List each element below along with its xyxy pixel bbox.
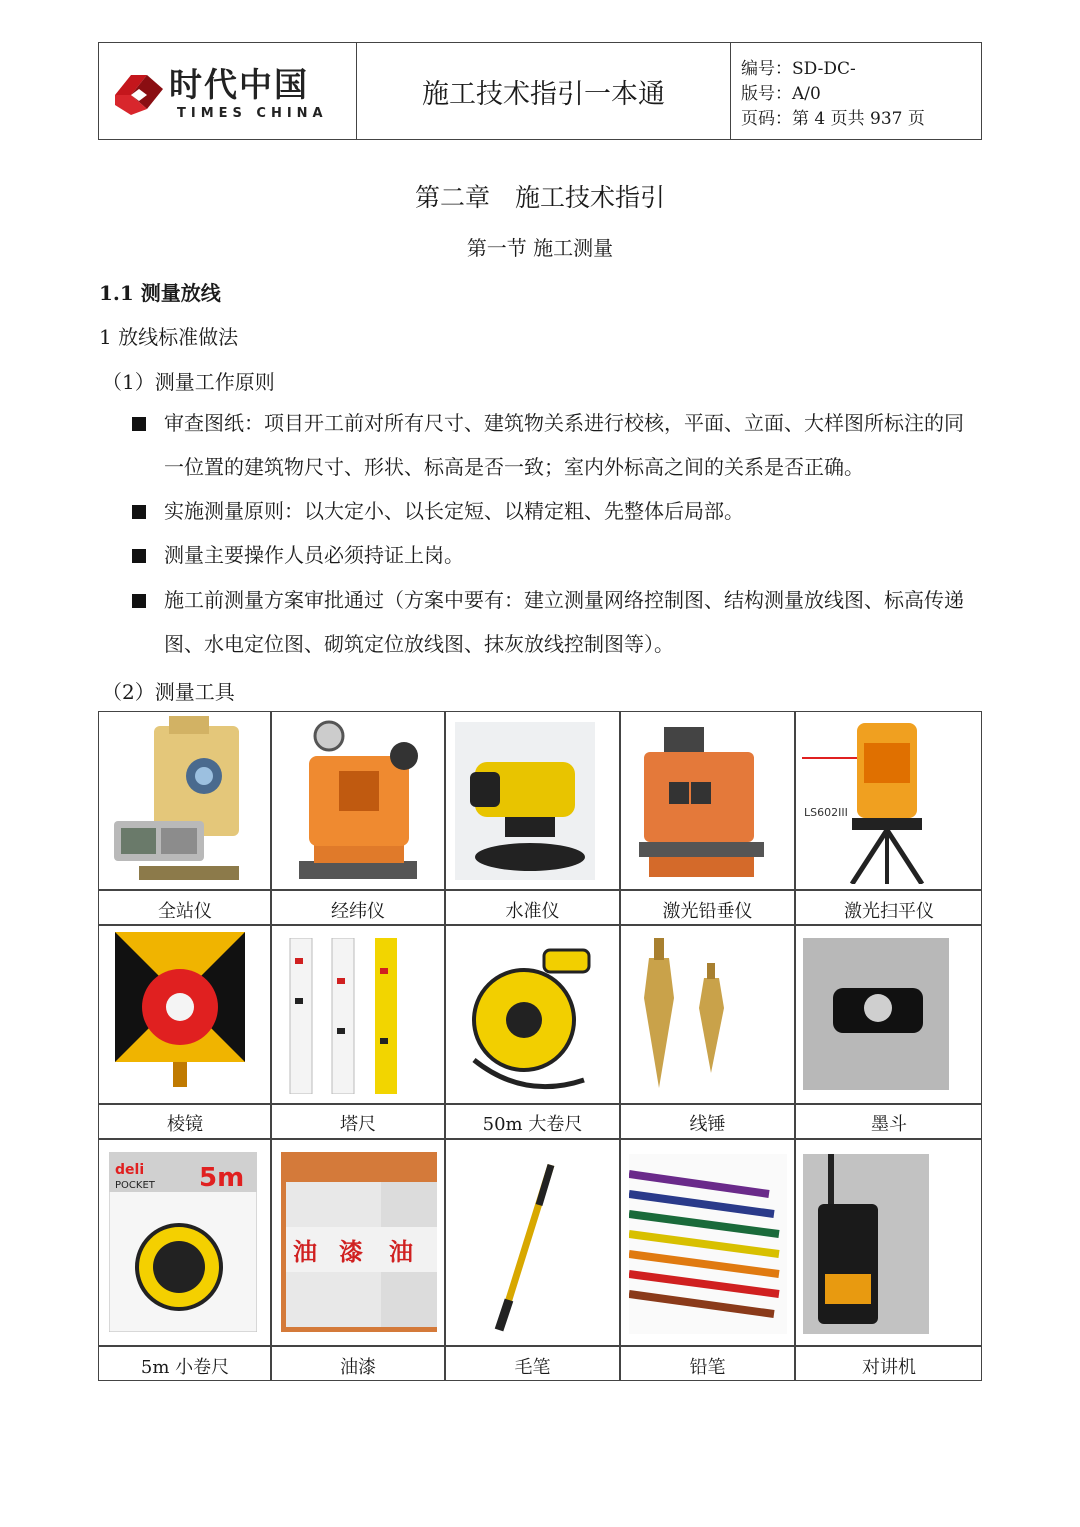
- principle-item: 测量主要操作人员必须持证上岗。: [164, 543, 464, 567]
- plumb-bob-icon: [629, 938, 779, 1088]
- pocket-tape-measure-icon: [109, 1152, 257, 1332]
- paint-text-2: 漆: [339, 1238, 363, 1266]
- subsection-title: 1.1 测量放线: [99, 281, 221, 305]
- page-number: 页码：第 4 页共 937 页: [741, 109, 925, 129]
- tool-label: 线锤: [689, 1114, 726, 1135]
- document-code: 编号：SD-DC-: [741, 59, 856, 79]
- leveling-rod-icon: [285, 938, 425, 1094]
- laser-level-icon: [802, 718, 972, 884]
- document-title: 施工技术指引一本通: [357, 43, 731, 139]
- tool-label: 激光铅垂仪: [662, 901, 753, 922]
- tool-label: 对讲机: [862, 1357, 916, 1378]
- document-meta: [731, 43, 981, 139]
- tool-label: 墨斗: [871, 1114, 907, 1135]
- tools-table: [98, 711, 982, 1381]
- chapter-title: 第二章 施工技术指引: [414, 183, 665, 212]
- tool-label: 5m 小卷尺: [140, 1357, 230, 1378]
- tape-brand-label: deli: [115, 1162, 145, 1178]
- logo-english-text: TIMES CHINA: [177, 106, 328, 121]
- document-version: 版号：A/0: [741, 84, 821, 104]
- theodolite-icon: [279, 716, 437, 884]
- bullet-icon: [132, 417, 146, 431]
- tape-pocket-label: POCKET: [115, 1180, 155, 1191]
- section-title: 第一节 施工测量: [466, 236, 614, 260]
- paint-text-3: 油: [389, 1238, 413, 1266]
- company-logo: [99, 43, 357, 139]
- tool-label: 铅笔: [689, 1357, 726, 1378]
- laser-model-label: LS602III: [804, 806, 848, 819]
- tool-label: 塔尺: [340, 1114, 376, 1135]
- paint-text-1: 油: [293, 1238, 317, 1266]
- times-china-logo-icon: [111, 65, 167, 121]
- tool-label: 油漆: [340, 1357, 376, 1378]
- tool-label: 棱镜: [167, 1114, 203, 1135]
- walkie-talkie-icon: [803, 1154, 929, 1334]
- ink-marker-icon: [803, 938, 949, 1090]
- principle-item: 实施测量原则：以大定小、以长定短、以精定粗、先整体后局部。: [164, 499, 744, 523]
- level-instrument-icon: [455, 722, 595, 880]
- tool-label: 全站仪: [158, 901, 212, 922]
- tool-label: 水准仪: [505, 901, 560, 922]
- bullet-icon: [132, 594, 146, 608]
- bullet-icon: [132, 549, 146, 563]
- principle-item: 审查图纸：项目开工前对所有尺寸、建筑物关系进行校核，平面、立面、大样图所标注的同一位置的建筑物尺寸、形状、标高是否一致；室内外标高之间的关系是否正确。: [164, 411, 964, 479]
- brush-icon: [479, 1160, 579, 1335]
- principle-item: 施工前测量方案审批通过（方案中要有：建立测量网络控制图、结构测量放线图、标高传递图、水电定位图、砌筑定位放线图、抹灰放线控制图等）。: [164, 588, 964, 656]
- tool-label: 50m 大卷尺: [482, 1114, 583, 1135]
- tool-label: 经纬仪: [331, 901, 385, 922]
- tape-size-label: 5m: [199, 1163, 245, 1193]
- paint-can-icon: [281, 1152, 437, 1332]
- prism-icon: [115, 932, 245, 1092]
- document-header: [98, 42, 982, 140]
- tools-title: （2）测量工具: [102, 680, 235, 704]
- measuring-tape-reel-icon: [454, 940, 604, 1090]
- total-station-icon: [109, 716, 259, 884]
- tool-label: 激光扫平仪: [844, 901, 934, 922]
- item-title: 1 放线标准做法: [99, 325, 239, 349]
- principles-title: （1）测量工作原则: [102, 370, 275, 394]
- laser-plumb-icon: [629, 722, 774, 882]
- pencils-icon: [629, 1154, 787, 1334]
- bullet-icon: [132, 505, 146, 519]
- logo-chinese-text: 时代中国: [169, 65, 309, 104]
- tool-label: 毛笔: [514, 1357, 551, 1378]
